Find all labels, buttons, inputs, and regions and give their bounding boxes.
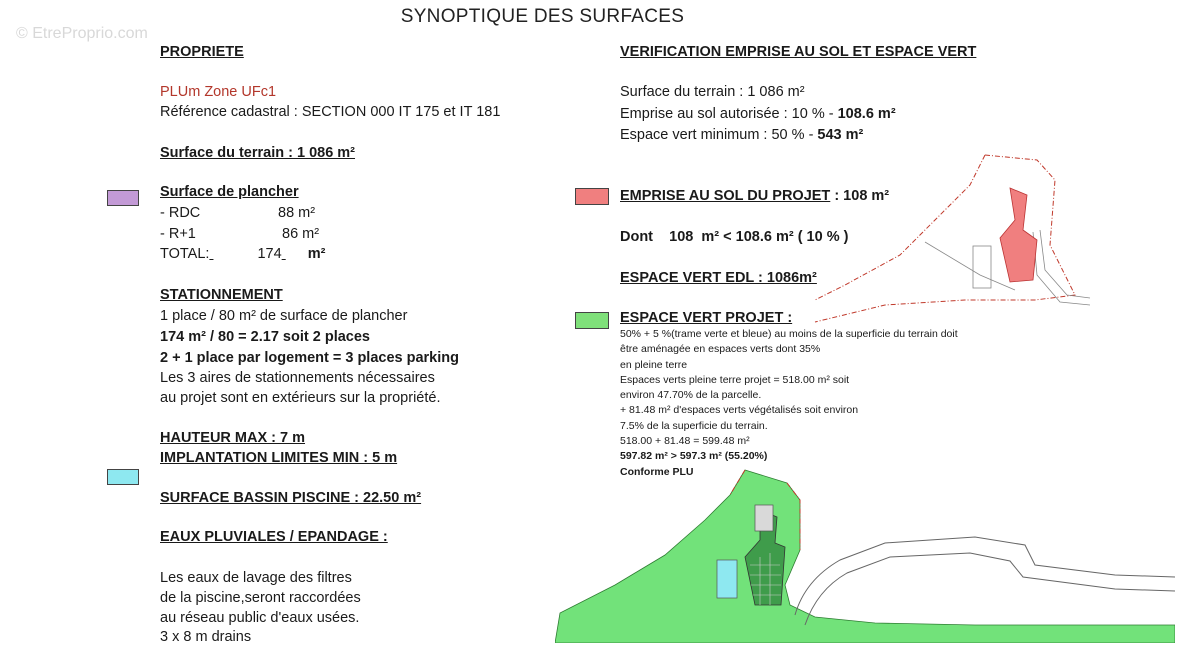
green-area: [555, 470, 1175, 643]
evp-conforme: Conforme PLU: [620, 465, 694, 478]
evp-line: environ 47.70% de la parcelle.: [620, 389, 762, 402]
eaux-pluviales-heading: EAUX PLUVIALES / EPANDAGE :: [160, 529, 388, 545]
verif-emprise-autorisee: [620, 106, 896, 122]
implantation-limites: IMPLANTATION LIMITES MIN : 5 m: [160, 450, 398, 466]
verif-emprise-text: Emprise au sol autorisée : 10 % -: [620, 106, 838, 122]
r1-value: 86 m²: [282, 226, 320, 242]
parcel-boundary: [815, 155, 1075, 322]
cadastre-reference: Référence cadastral : SECTION 000 IT 175 et IT 181: [160, 104, 501, 120]
building-footprint: [1000, 188, 1037, 282]
stationnement-line-4: Les 3 aires de stationnements nécessaires: [160, 370, 435, 386]
espace-vert-site-plan: [555, 465, 1175, 643]
espace-vert-swatch: [575, 312, 609, 329]
road-line: [795, 537, 1175, 615]
emprise-heading: EMPRISE AU SOL DU PROJET: [620, 188, 831, 204]
evp-line: 50% + 5 %(trame verte et bleue) au moins de la superficie du terrain doit: [620, 328, 958, 340]
verification-heading: VERIFICATION EMPRISE AU SOL ET ESPACE VERT: [620, 44, 977, 60]
plancher-heading: Surface de plancher: [160, 184, 299, 200]
page-title: SYNOPTIQUE DES SURFACES: [400, 6, 685, 27]
surface-terrain: Surface du terrain : 1 086 m²: [160, 145, 356, 161]
stationnement-line-2: 174 m² / 80 = 2.17 soit 2 places: [160, 329, 370, 345]
evp-result: 597.82 m² > 597.3 m² (55.20%): [620, 450, 768, 463]
eaux-line-3: au réseau public d'eaux usées.: [160, 610, 360, 626]
stationnement-line-3: 2 + 1 place par logement = 3 places parking: [160, 350, 459, 366]
verif-ev-text: Espace vert minimum : 50 % -: [620, 127, 818, 143]
emprise-value: : 108 m²: [834, 188, 890, 204]
verif-espace-vert-min: [620, 127, 863, 143]
surface-piscine: SURFACE BASSIN PISCINE : 22.50 m²: [160, 490, 422, 506]
evp-line: 7.5% de la superficie du terrain.: [620, 419, 768, 432]
evp-line: en pleine terre: [620, 358, 688, 371]
stationnement-line-1: 1 place / 80 m² de surface de plancher: [160, 308, 408, 324]
r1-label: - R+1: [160, 226, 196, 242]
dont-line: Dont 108 m² < 108.6 m² ( 10 % ): [620, 229, 849, 245]
evp-line: 518.00 + 81.48 = 599.48 m²: [620, 435, 750, 448]
emprise-swatch: [575, 188, 609, 205]
emprise-site-plan: [805, 150, 1095, 325]
eaux-line-4: 3 x 8 m drains: [160, 629, 252, 645]
stationnement-line-5: au projet sont en extérieurs sur la propriété.: [160, 390, 441, 406]
pool: [717, 560, 737, 598]
evp-line: être aménagée en espaces verts dont 35%: [620, 343, 821, 356]
espace-vert-projet-heading: ESPACE VERT PROJET :: [620, 310, 793, 326]
stationnement-heading: STATIONNEMENT: [160, 287, 283, 303]
terrace-outline: [973, 246, 991, 288]
rdc-value: 88 m²: [278, 205, 316, 221]
espace-vert-projet-details: [620, 327, 1060, 480]
total-value: 174: [257, 246, 282, 262]
evp-line: + 81.48 m² d'espaces verts végétalisés soit environ: [620, 404, 859, 417]
hauteur-max: HAUTEUR MAX : 7 m: [160, 430, 306, 446]
watermark: © EtreProprio.com: [16, 25, 148, 42]
eaux-line-1: Les eaux de lavage des filtres: [160, 570, 352, 586]
piscine-swatch: [107, 469, 139, 485]
total-row: [160, 246, 326, 262]
verif-ev-value: 543 m²: [817, 127, 864, 143]
road-line: [805, 553, 1175, 625]
plancher-swatch: [107, 190, 139, 206]
verif-emprise-value: 108.6 m²: [837, 106, 896, 122]
verif-surface-terrain: Surface du terrain : 1 086 m²: [620, 84, 805, 100]
propriete-heading: PROPRIETE: [160, 44, 244, 60]
terrace-hatch: [755, 505, 773, 531]
espace-vert-edl: ESPACE VERT EDL : 1086m²: [620, 270, 817, 286]
rdc-label: - RDC: [160, 205, 201, 221]
eaux-line-2: de la piscine,seront raccordées: [160, 590, 361, 606]
total-label: TOTAL:: [160, 246, 210, 262]
total-unit: m²: [307, 246, 326, 262]
evp-line: Espaces verts pleine terre projet = 518.00 m² soit: [620, 373, 850, 386]
zone-label: PLUm Zone UFc1: [160, 84, 277, 100]
